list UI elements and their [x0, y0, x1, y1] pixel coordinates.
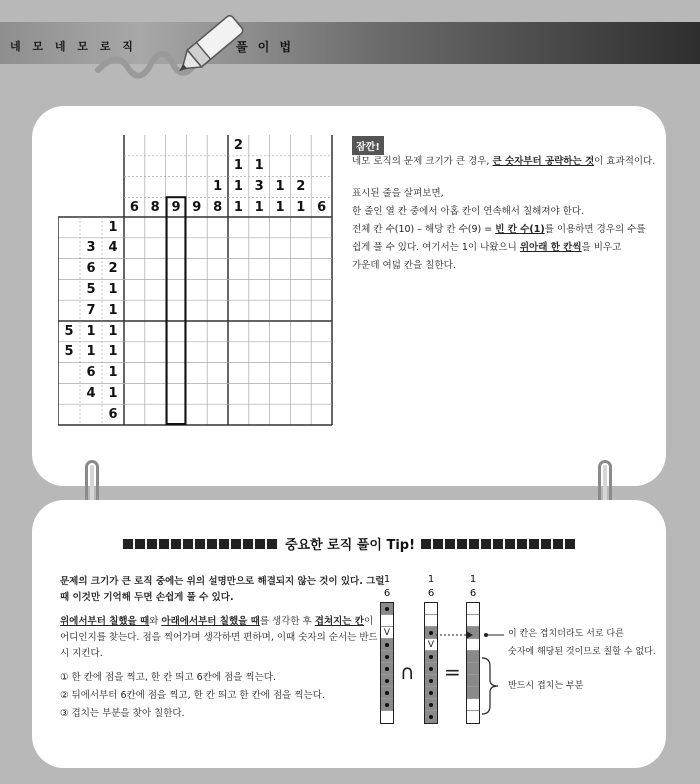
- column-clue: 8: [150, 199, 160, 215]
- heading-square: [541, 539, 551, 549]
- row-clue: 5: [86, 281, 96, 297]
- heading-square: [183, 539, 193, 549]
- row-clue: 1: [108, 344, 118, 360]
- filled-cell: [381, 603, 393, 615]
- illustration-clue-bottom: 6: [427, 588, 435, 599]
- highlighted-column: [167, 197, 186, 424]
- empty-cell: [425, 615, 437, 627]
- column-clue: 1: [233, 179, 243, 195]
- tip-step-1: ① 한 칸에 점을 찍고, 한 칸 띄고 6칸에 점을 찍는다.: [60, 672, 276, 683]
- column-clue: 8: [213, 199, 223, 215]
- page-title: 풀 이 법: [236, 40, 295, 54]
- reference-line-1: 네모 로직의 문제 크기가 큰 경우, 큰 숫자부터 공략하는 것이 효과적이다.: [352, 156, 656, 167]
- row-clue: 3: [86, 240, 96, 256]
- heading-square: [219, 539, 229, 549]
- heading-square: [505, 539, 515, 549]
- illustration-column: [380, 602, 394, 724]
- column-clue: 1: [254, 158, 264, 174]
- tip-body-1: 위에서부터 칠했을 때와 아래에서부터 칠했을 때를 생각한 후 겹쳐지는 칸이: [60, 616, 374, 627]
- row-clue: 5: [64, 344, 74, 360]
- column-clue: 6: [317, 199, 327, 215]
- heading-square: [123, 539, 133, 549]
- heading-square: [159, 539, 169, 549]
- note-line-2: 숫자에 해당된 것이므로 칠할 수 없다.: [508, 647, 656, 657]
- heading-square: [421, 539, 431, 549]
- equals-symbol: =: [444, 660, 461, 684]
- intersect-symbol: ∩: [400, 660, 415, 684]
- heading-square: [231, 539, 241, 549]
- heading-square: [481, 539, 491, 549]
- header-label: 네 모 네 모 로 직: [10, 40, 137, 53]
- illustration-clue-top: 1: [427, 574, 435, 585]
- column-clue: 6: [129, 199, 139, 215]
- reference-badge: 잠깐!: [352, 136, 384, 155]
- column-clue: 3: [254, 179, 264, 195]
- heading-square: [147, 539, 157, 549]
- tip-intro-1: 문제의 크기가 큰 로직 중에는 위의 설명만으로 해결되지 않는 것이 있다. 그럴: [60, 576, 385, 587]
- column-clue: 1: [275, 199, 285, 215]
- heading-bar-left: [123, 536, 279, 551]
- reference-line-4: 전체 칸 수(10) – 해당 칸 수(9) = 빈 칸 수(1)를 이용하면 경우의 수를: [352, 224, 646, 235]
- illustration-clue-bottom: 6: [469, 588, 477, 599]
- column-clue: 1: [275, 179, 285, 195]
- empty-cell: [425, 603, 437, 615]
- tip-step-2: ② 뒤에서부터 6칸에 점을 찍고, 한 칸 띄고 한 칸에 점을 찍는다.: [60, 690, 325, 701]
- heading-bar-right: [421, 536, 577, 551]
- filled-cell: [381, 699, 393, 711]
- row-clue: 1: [108, 281, 118, 297]
- row-clue: 1: [86, 344, 96, 360]
- row-clue: 1: [108, 323, 118, 339]
- row-clue: 1: [108, 365, 118, 381]
- column-clue: 1: [233, 158, 243, 174]
- heading-square: [207, 539, 217, 549]
- column-clue: 1: [213, 179, 223, 195]
- row-clue: 4: [108, 240, 118, 256]
- filled-cell: [381, 651, 393, 663]
- tip-intro-2: 때 이것만 기억해 두면 손쉽게 풀 수 있다.: [60, 592, 234, 603]
- illustration-clue-bottom: 6: [383, 588, 391, 599]
- heading-square: [457, 539, 467, 549]
- note-line-3: 반드시 겹치는 부분: [508, 681, 584, 691]
- row-clue: 7: [86, 302, 96, 318]
- heading-square: [445, 539, 455, 549]
- heading-square: [267, 539, 277, 549]
- column-clue: 9: [171, 199, 181, 215]
- tip-heading: 중요한 로직 풀이 Tip!: [110, 534, 590, 553]
- heading-square: [135, 539, 145, 549]
- annotation-arrows: [436, 628, 510, 718]
- check-cell: V: [381, 627, 393, 639]
- heading-square: [433, 539, 443, 549]
- heading-square: [243, 539, 253, 549]
- row-clue: 1: [86, 323, 96, 339]
- reference-line-5: 쉽게 풀 수 있다. 여기서는 1이 나왔으니 위아래 한 칸씩을 비우고: [352, 242, 622, 253]
- tip-body-3: 시 지킨다.: [60, 648, 103, 659]
- filled-cell: [381, 687, 393, 699]
- note-line-1: 이 칸은 겹치더라도 서로 다른: [508, 629, 624, 639]
- heading-square: [517, 539, 527, 549]
- heading-square: [255, 539, 265, 549]
- filled-cell: [381, 675, 393, 687]
- column-clue: 2: [233, 137, 243, 153]
- row-clue: 6: [86, 365, 96, 381]
- empty-cell: [467, 603, 479, 615]
- column-clue: 1: [233, 199, 243, 215]
- column-clue: 2: [296, 179, 306, 195]
- heading-square: [553, 539, 563, 549]
- check-cell: V: [425, 639, 437, 651]
- empty-cell: [381, 711, 393, 723]
- pen-icon: [88, 0, 248, 95]
- heading-square: [565, 539, 575, 549]
- heading-square: [469, 539, 479, 549]
- row-clue: 1: [108, 302, 118, 318]
- filled-cell: [381, 639, 393, 651]
- row-clue: 6: [108, 406, 118, 422]
- reference-line-3: 한 줄인 열 칸 중에서 아홉 칸이 연속해서 칠해져야 한다.: [352, 206, 585, 217]
- heading-square: [171, 539, 181, 549]
- reference-line-6: 가운데 여덟 칸을 칠한다.: [352, 260, 456, 271]
- puzzle-grid: [58, 135, 338, 427]
- row-clue: 2: [108, 261, 118, 277]
- empty-cell: [381, 615, 393, 627]
- row-clue: 6: [86, 261, 96, 277]
- filled-cell: [381, 663, 393, 675]
- illustration-clue-top: 1: [469, 574, 477, 585]
- row-clue: 1: [108, 385, 118, 401]
- empty-cell: [467, 615, 479, 627]
- row-clue: 1: [108, 219, 118, 235]
- heading-square: [195, 539, 205, 549]
- row-clue: 5: [64, 323, 74, 339]
- tip-step-3: ③ 겹치는 부분을 찾아 칠한다.: [60, 708, 185, 719]
- heading-square: [529, 539, 539, 549]
- reference-line-2: 표시된 줄을 살펴보면,: [352, 188, 444, 199]
- illustration-clue-top: 1: [383, 574, 391, 585]
- heading-square: [493, 539, 503, 549]
- tip-body-2: 어디인지를 찾는다. 점을 찍어가며 생각하면 편하며, 이때 숫자의 순서는 반드: [60, 632, 378, 643]
- row-clue: 4: [86, 385, 96, 401]
- column-clue: 9: [192, 199, 202, 215]
- column-clue: 1: [254, 199, 264, 215]
- column-clue: 1: [296, 199, 306, 215]
